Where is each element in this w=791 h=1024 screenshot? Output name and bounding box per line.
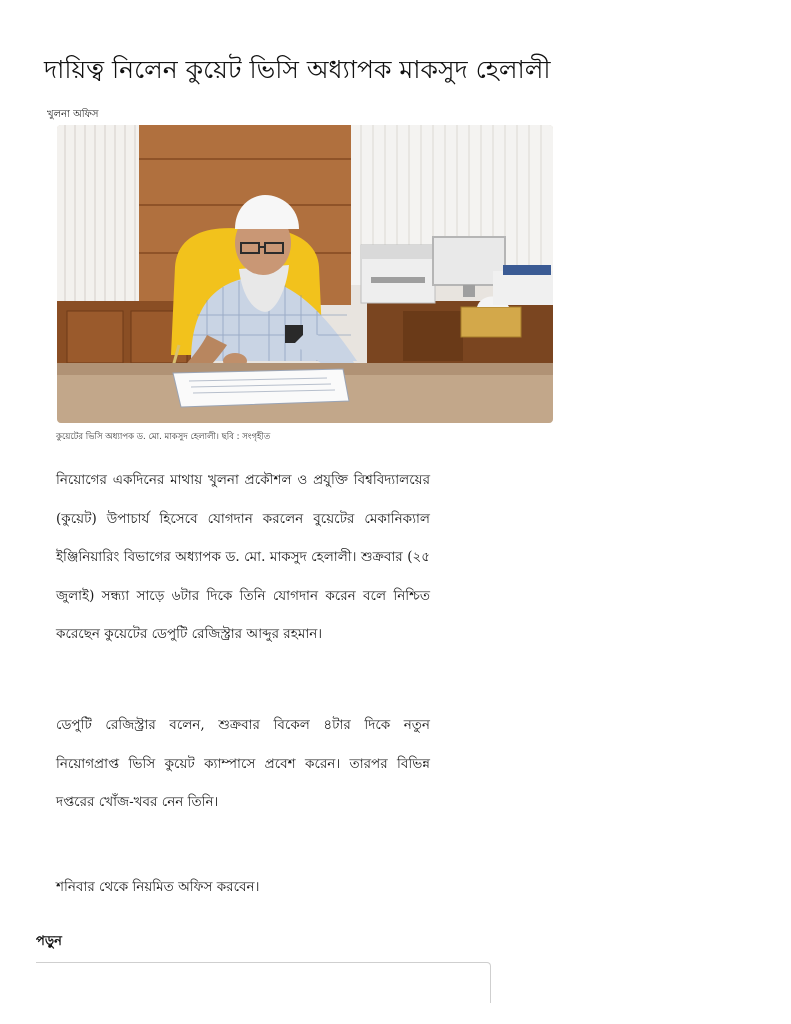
article-paragraph-1: নিয়োগের একদিনের মাথায় খুলনা প্রকৌশল ও প্রযুক্তি বিশ্ববিদ্যালয়ের (কুয়েট) উপাচার্য হিসেবে যোগদান করলেন বুয়েটের মেকানিক্যাল ইঞ্জিনিয়ারিং বিভাগের অধ্যাপক ড. মো. মাকসুদ হেলালী। শুক্রবার (২৫ জুলাই) সন্ধ্যা সাড়ে ৬টার দিকে তিনি যোগদান করেন বলে নিশ্চিত করেছেন কুয়েটের ডেপুটি রেজিস্ট্রার আব্দুর রহমান। — [56, 472, 430, 642]
article-photo — [57, 125, 553, 423]
article-headline: দায়িত্ব নিলেন কুয়েট ভিসি অধ্যাপক মাকসুদ হেলালী — [44, 55, 551, 84]
photo-of-vc-signing-at-desk-icon — [57, 125, 553, 423]
article-paragraph-2: ডেপুটি রেজিস্ট্রার বলেন, শুক্রবার বিকেল ৪টার দিকে নতুন নিয়োগপ্রাপ্ত ভিসি কুয়েট ক্যাম্পাসে প্রবেশ করেন। তারপর বিভিন্ন দপ্তরের খোঁজ-খবর নেন তিনি। — [56, 717, 430, 810]
photo-caption: কুয়েটের ভিসি অধ্যাপক ড. মো. মাকসুদ হেলালী। ছবি : সংগৃহীত — [56, 432, 271, 442]
related-article-card[interactable] — [36, 962, 491, 1003]
byline: খুলনা অফিস — [47, 109, 99, 120]
related-heading: পড়ুন — [36, 934, 62, 949]
article-paragraph-3: শনিবার থেকে নিয়মিত অফিস করবেন। — [56, 879, 260, 895]
